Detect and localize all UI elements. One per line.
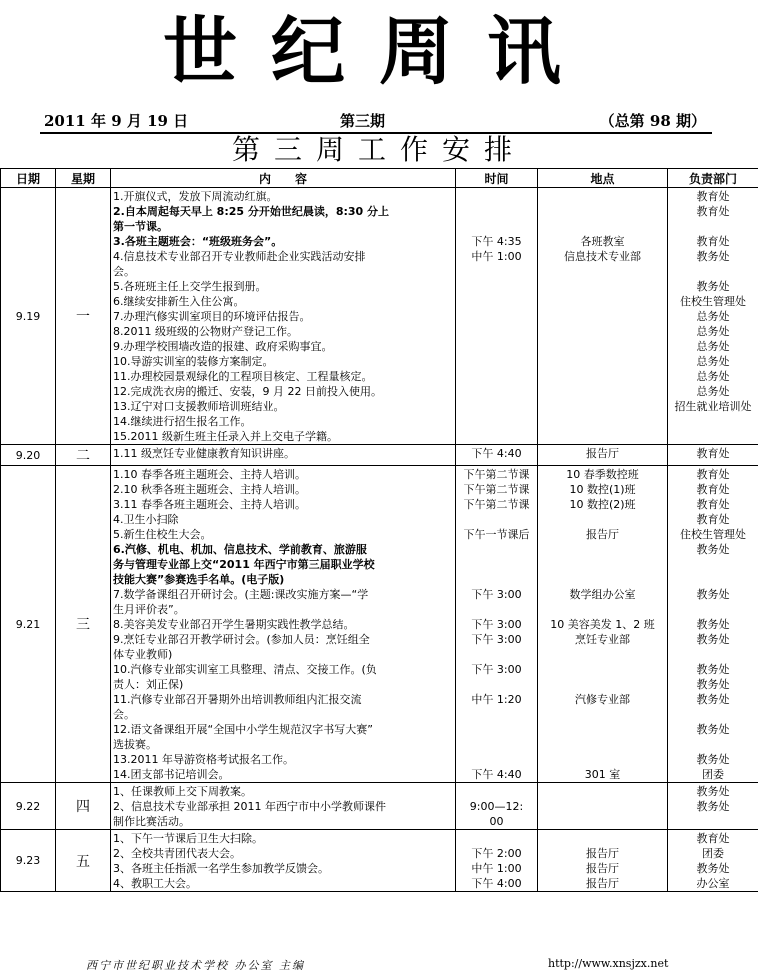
content-line: 11.办理校园景观绿化的工程项目核定、工程量核定。 bbox=[113, 370, 373, 383]
day-dept-line: 住校生管理处 bbox=[680, 528, 746, 541]
day-dept-line: 教务处 bbox=[696, 280, 730, 293]
content-line: 2、信息技术专业部承担 2011 年西宁市中小学教师课件 bbox=[113, 800, 386, 813]
day-place-line bbox=[540, 572, 665, 587]
day-time-line bbox=[458, 384, 535, 399]
day-place-line: 10 春季数控班 bbox=[566, 468, 639, 481]
day-dept-line: 教务处 bbox=[696, 693, 730, 706]
content-line: 8.2011 级班级的公物财产登记工作。 bbox=[113, 325, 298, 338]
day-time-line bbox=[458, 309, 535, 324]
day-time-line: 下午 4:40 bbox=[471, 447, 522, 460]
day-time-line bbox=[458, 784, 535, 799]
day-dept bbox=[668, 188, 758, 445]
day-place-line: 烹饪专业部 bbox=[575, 633, 630, 646]
content-line: 3、各班主任指派一名学生参加教学反馈会。 bbox=[113, 862, 329, 875]
table-row bbox=[1, 466, 758, 783]
content-line: 6.继续安排新生入住公寓。 bbox=[113, 295, 245, 308]
day-time-line bbox=[458, 831, 535, 846]
day-content bbox=[111, 445, 456, 466]
day-dept-line: 团委 bbox=[702, 847, 724, 860]
day-place bbox=[538, 830, 668, 892]
day-dept-line: 教育处 bbox=[696, 483, 730, 496]
day-place-line bbox=[540, 354, 665, 369]
content-line: 2、全校共青团代表大会。 bbox=[113, 847, 241, 860]
plan-title: 第三周工作安排 bbox=[231, 133, 526, 166]
day-dept-line: 教育处 bbox=[696, 235, 730, 248]
day-place-line bbox=[540, 542, 665, 557]
day-time-line bbox=[458, 324, 535, 339]
day-place bbox=[538, 188, 668, 445]
day-place-line bbox=[540, 557, 665, 572]
content-line: 10.导游实训室的装修方案制定。 bbox=[113, 355, 274, 368]
masthead-title: 世纪周讯 bbox=[163, 9, 595, 95]
content-line: 11.汽修专业部召开暑期外出培训教师组内汇报交流 bbox=[113, 693, 362, 706]
day-dept-line: 总务处 bbox=[696, 370, 730, 383]
day-time-line bbox=[458, 354, 535, 369]
content-line: 13.2011 年导游资格考试报名工作。 bbox=[113, 753, 294, 766]
content-line: 制作比赛活动。 bbox=[113, 815, 190, 828]
day-time-line bbox=[458, 737, 535, 752]
issue-total: （总第 98 期） bbox=[599, 112, 706, 130]
day-place bbox=[538, 445, 668, 466]
day-dept-line: 教育处 bbox=[696, 447, 730, 460]
day-time-line bbox=[458, 429, 535, 444]
content-line: 5.各班班主任上交学生报到册。 bbox=[113, 280, 267, 293]
content-line: 会。 bbox=[113, 265, 135, 278]
table-row bbox=[1, 188, 758, 445]
day-dept bbox=[668, 783, 758, 830]
day-content bbox=[111, 188, 456, 445]
content-line: 1、任课教师上交下周教案。 bbox=[113, 785, 252, 798]
day-date: 9.21 bbox=[1, 466, 56, 783]
header-content: 内 容 bbox=[111, 169, 456, 188]
content-line: 6.汽修、机电、机加、信息技术、学前教育、旅游服 bbox=[113, 543, 367, 556]
day-dept bbox=[668, 466, 758, 783]
day-place-line bbox=[540, 204, 665, 219]
content-line: 1、下午一节课后卫生大扫除。 bbox=[113, 832, 263, 845]
day-dept-line bbox=[670, 737, 756, 752]
day-place-line: 各班教室 bbox=[580, 235, 625, 248]
day-place-line bbox=[540, 602, 665, 617]
content-line: 2.10 秋季各班主题班会、主持人培训。 bbox=[113, 483, 306, 496]
day-place-line: 10 美容美发 1、2 班 bbox=[550, 618, 655, 631]
content-line: 1.开旗仪式，发放下周流动红旗。 bbox=[113, 190, 278, 203]
day-dept bbox=[668, 830, 758, 892]
day-time-line bbox=[458, 219, 535, 234]
day-time-line: 下午 4:40 bbox=[471, 768, 522, 781]
day-time-line: 9:00—12: bbox=[469, 800, 524, 813]
content-line: 4、教职工大会。 bbox=[113, 877, 197, 890]
day-place-line bbox=[540, 662, 665, 677]
day-time-line: 下午第二节课 bbox=[463, 498, 530, 511]
day-place-line bbox=[540, 784, 665, 799]
day-place-line bbox=[540, 512, 665, 527]
day-time-line bbox=[458, 414, 535, 429]
day-time bbox=[456, 830, 538, 892]
day-weekday: 五 bbox=[56, 830, 111, 892]
day-place-line: 信息技术专业部 bbox=[564, 250, 641, 263]
day-weekday: 二 bbox=[56, 445, 111, 466]
day-time-line bbox=[458, 339, 535, 354]
table-row bbox=[1, 783, 758, 830]
issue-line bbox=[40, 110, 712, 134]
day-place-line bbox=[540, 189, 665, 204]
day-dept-line: 总务处 bbox=[696, 310, 730, 323]
day-place-line bbox=[540, 369, 665, 384]
day-dept-line bbox=[670, 219, 756, 234]
content-line: 3.各班主题班会：“班级班务会”。 bbox=[113, 235, 283, 248]
day-date: 9.23 bbox=[1, 830, 56, 892]
day-dept-line: 总务处 bbox=[696, 355, 730, 368]
day-time-line: 中午 1:00 bbox=[471, 862, 522, 875]
day-dept-line: 住校生管理处 bbox=[680, 295, 746, 308]
day-place-line: 10 数控(2)班 bbox=[569, 498, 636, 511]
day-time bbox=[456, 445, 538, 466]
day-place-line: 报告厅 bbox=[586, 862, 619, 875]
day-weekday: 一 bbox=[56, 188, 111, 445]
day-place-line bbox=[540, 309, 665, 324]
footer-org: 西宁市世纪职业技术学校 办公室 主编 bbox=[86, 959, 305, 972]
day-dept-line: 总务处 bbox=[696, 340, 730, 353]
day-time-line bbox=[458, 752, 535, 767]
day-date: 9.22 bbox=[1, 783, 56, 830]
day-dept-line bbox=[670, 414, 756, 429]
content-line: 10.汽修专业部实训室工具整理、清点、交接工作。(负 bbox=[113, 663, 377, 676]
day-dept bbox=[668, 445, 758, 466]
day-dept-line: 教育处 bbox=[696, 498, 730, 511]
day-dept-line: 教务处 bbox=[696, 543, 730, 556]
header-dept: 负责部门 bbox=[668, 169, 758, 188]
content-line: 8.美容美发专业部召开学生暑期实践性教学总结。 bbox=[113, 618, 355, 631]
day-place-line bbox=[540, 324, 665, 339]
day-place-line: 10 数控(1)班 bbox=[569, 483, 636, 496]
day-dept-line: 招生就业培训处 bbox=[674, 400, 752, 413]
day-dept-line: 团委 bbox=[702, 768, 724, 781]
day-dept-line: 教育处 bbox=[696, 205, 730, 218]
content-line: 4.信息技术专业部召开专业教师赴企业实践活动安排 bbox=[113, 250, 366, 263]
day-place-line: 报告厅 bbox=[586, 528, 619, 541]
day-dept-line bbox=[670, 707, 756, 722]
content-line: 3.11 春季各班主题班会、主持人培训。 bbox=[113, 498, 306, 511]
day-place-line bbox=[540, 264, 665, 279]
day-place-line bbox=[540, 294, 665, 309]
content-line: 14.团支部书记培训会。 bbox=[113, 768, 230, 781]
day-place bbox=[538, 783, 668, 830]
header-date: 日期 bbox=[1, 169, 56, 188]
day-time-line: 下午 4:35 bbox=[471, 235, 522, 248]
day-content bbox=[111, 783, 456, 830]
day-dept-line: 教务处 bbox=[696, 753, 730, 766]
day-time bbox=[456, 783, 538, 830]
day-dept-line: 教务处 bbox=[696, 633, 730, 646]
day-dept-line: 教育处 bbox=[696, 832, 730, 845]
content-line: 1.11 级烹饪专业健康教育知识讲座。 bbox=[113, 447, 295, 460]
day-dept-line: 教务处 bbox=[696, 785, 730, 798]
day-dept-line: 办公室 bbox=[696, 877, 730, 890]
day-weekday: 三 bbox=[56, 466, 111, 783]
day-place-line: 报告厅 bbox=[586, 847, 619, 860]
day-time-line bbox=[458, 677, 535, 692]
content-line: 7.数学备课组召开研讨会。(主题:课改实施方案—“学 bbox=[113, 588, 369, 601]
day-place-line: 301 室 bbox=[584, 768, 621, 781]
day-time-line bbox=[458, 399, 535, 414]
content-line: 务与管理专业部上交“2011 年西宁市第三届职业学校 bbox=[113, 558, 375, 571]
day-dept-line: 教务处 bbox=[696, 250, 730, 263]
day-time-line: 下午 3:00 bbox=[471, 588, 522, 601]
day-place-line bbox=[540, 799, 665, 814]
day-time-line bbox=[458, 722, 535, 737]
day-time-line bbox=[458, 557, 535, 572]
content-line: 9.烹饪专业部召开教学研讨会。(参加人员：烹饪组全 bbox=[113, 633, 370, 646]
day-dept-line: 总务处 bbox=[696, 385, 730, 398]
day-dept-line: 教务处 bbox=[696, 678, 730, 691]
content-line: 12.语文备课组开展“全国中小学生规范汉字书写大赛” bbox=[113, 723, 373, 736]
day-content bbox=[111, 830, 456, 892]
day-time-line bbox=[458, 542, 535, 557]
day-place bbox=[538, 466, 668, 783]
day-time-line bbox=[458, 204, 535, 219]
day-time-line: 中午 1:20 bbox=[471, 693, 522, 706]
day-place-line bbox=[540, 399, 665, 414]
content-line: 15.2011 级新生班主任录入并上交电子学籍。 bbox=[113, 430, 338, 443]
day-time-line bbox=[458, 189, 535, 204]
content-line: 14.继续进行招生报名工作。 bbox=[113, 415, 252, 428]
content-line: 5.新生住校生大会。 bbox=[113, 528, 212, 541]
day-dept-line bbox=[670, 647, 756, 662]
day-place-line bbox=[540, 752, 665, 767]
header-time: 时间 bbox=[456, 169, 538, 188]
day-date: 9.19 bbox=[1, 188, 56, 445]
day-dept-line: 教务处 bbox=[696, 618, 730, 631]
day-dept-line: 教务处 bbox=[696, 862, 730, 875]
day-time-line: 下午 3:00 bbox=[471, 633, 522, 646]
content-line: 2.自本周起每天早上 8:25 分开始世纪晨读，8:30 分上 bbox=[113, 205, 390, 218]
day-time-line: 下午 4:00 bbox=[471, 877, 522, 890]
day-time-line bbox=[458, 602, 535, 617]
header-weekday: 星期 bbox=[56, 169, 111, 188]
schedule-table bbox=[0, 168, 758, 892]
day-place-line bbox=[540, 429, 665, 444]
content-line: 9.办理学校围墙改造的报建、政府采购事宜。 bbox=[113, 340, 333, 353]
content-line: 技能大赛”参赛选手名单。(电子版) bbox=[113, 573, 285, 586]
day-date: 9.20 bbox=[1, 445, 56, 466]
day-time-line bbox=[458, 369, 535, 384]
content-line: 体专业教师) bbox=[113, 648, 173, 661]
day-time-line: 下午 3:00 bbox=[471, 618, 522, 631]
day-place-line: 汽修专业部 bbox=[575, 693, 630, 706]
day-dept-line: 教育处 bbox=[696, 190, 730, 203]
content-line: 选拔赛。 bbox=[113, 738, 157, 751]
table-header-row bbox=[1, 169, 758, 188]
content-line: 12.完成洗衣房的搬迁、安装，9 月 22 日前投入使用。 bbox=[113, 385, 382, 398]
content-line: 第一节课。 bbox=[113, 220, 168, 233]
day-time-line bbox=[458, 294, 535, 309]
content-line: 13.辽宁对口支援教师培训班结业。 bbox=[113, 400, 285, 413]
day-time-line: 下午 2:00 bbox=[471, 847, 522, 860]
day-place-line bbox=[540, 384, 665, 399]
day-dept-line: 教务处 bbox=[696, 800, 730, 813]
content-line: 7.办理汽修实训室项目的环境评估报告。 bbox=[113, 310, 311, 323]
day-time bbox=[456, 466, 538, 783]
day-time-line bbox=[458, 279, 535, 294]
day-time-line bbox=[458, 264, 535, 279]
day-dept-line: 教育处 bbox=[696, 468, 730, 481]
day-place-line bbox=[540, 339, 665, 354]
day-dept-line: 教务处 bbox=[696, 723, 730, 736]
day-place-line bbox=[540, 707, 665, 722]
issue-number: 第三期 bbox=[340, 112, 386, 130]
day-dept-line: 教务处 bbox=[696, 588, 730, 601]
table-row bbox=[1, 445, 758, 466]
day-time-line bbox=[458, 647, 535, 662]
content-line: 1.10 春季各班主题班会、主持人培训。 bbox=[113, 468, 306, 481]
day-dept-line bbox=[670, 264, 756, 279]
content-line: 责人：刘正保) bbox=[113, 678, 184, 691]
issue-date: 2011 年 9 月 19 日 bbox=[44, 112, 189, 130]
day-place-line bbox=[540, 814, 665, 829]
day-time-line: 下午第二节课 bbox=[463, 483, 530, 496]
table-row bbox=[1, 830, 758, 892]
day-weekday: 四 bbox=[56, 783, 111, 830]
day-place-line bbox=[540, 677, 665, 692]
day-place-line bbox=[540, 279, 665, 294]
content-line: 会。 bbox=[113, 708, 135, 721]
day-place-line: 数学组办公室 bbox=[569, 588, 636, 601]
day-dept-line: 总务处 bbox=[696, 325, 730, 338]
footer-url: http://www.xnsjzx.net bbox=[548, 957, 669, 970]
day-dept-line: 教务处 bbox=[696, 663, 730, 676]
day-time-line bbox=[458, 707, 535, 722]
day-place-line bbox=[540, 219, 665, 234]
day-place-line bbox=[540, 831, 665, 846]
day-dept-line bbox=[670, 602, 756, 617]
content-line: 4.卫生小扫除 bbox=[113, 513, 179, 526]
day-dept-line bbox=[670, 557, 756, 572]
day-time-line: 下午第二节课 bbox=[463, 468, 530, 481]
day-place-line: 报告厅 bbox=[586, 877, 619, 890]
day-time-line: 下午一节课后 bbox=[463, 528, 530, 541]
day-content bbox=[111, 466, 456, 783]
content-line: 生月评价表”。 bbox=[113, 603, 185, 616]
day-dept-line bbox=[670, 572, 756, 587]
day-time-line: 下午 3:00 bbox=[471, 663, 522, 676]
day-time-line bbox=[458, 572, 535, 587]
day-place-line bbox=[540, 737, 665, 752]
day-place-line bbox=[540, 414, 665, 429]
day-dept-line bbox=[670, 429, 756, 444]
day-place-line bbox=[540, 722, 665, 737]
day-time bbox=[456, 188, 538, 445]
day-time-line bbox=[458, 512, 535, 527]
day-dept-line bbox=[670, 814, 756, 829]
day-place-line: 报告厅 bbox=[586, 447, 619, 460]
day-time-line: 00 bbox=[489, 815, 504, 828]
header-place: 地点 bbox=[538, 169, 668, 188]
day-dept-line: 教育处 bbox=[696, 513, 730, 526]
day-place-line bbox=[540, 647, 665, 662]
day-time-line: 中午 1:00 bbox=[471, 250, 522, 263]
